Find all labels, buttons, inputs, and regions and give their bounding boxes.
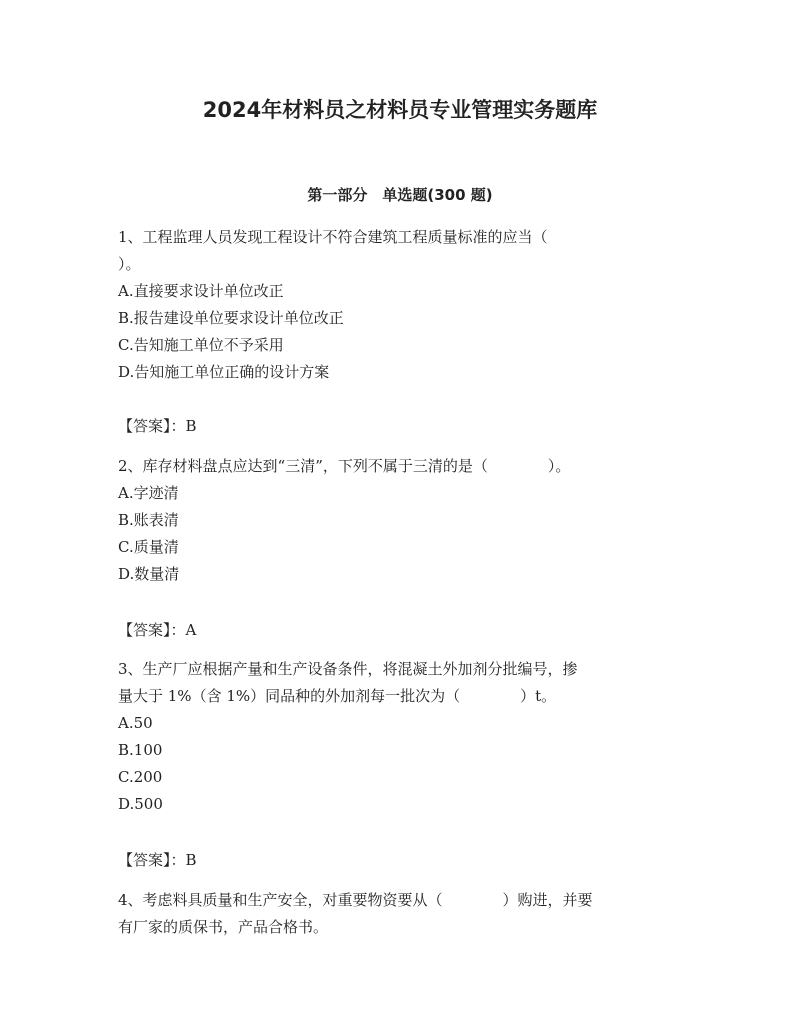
question-3-answer: 【答案】：B xyxy=(118,851,197,869)
page-title: 2024年材料员之材料员专业管理实务题库 xyxy=(202,98,598,122)
question-4 xyxy=(118,887,688,941)
question-1-option-c: C.告知施工单位不予采用 xyxy=(118,336,284,354)
question-1-option-b: B.报告建设单位要求设计单位改正 xyxy=(118,309,344,327)
question-2-option-b: B.账表清 xyxy=(118,511,179,529)
question-3 xyxy=(118,656,688,818)
question-3-stem-line-2: 量大于 1%（含 1%）同品种的外加剂每一批次为（ ）t。 xyxy=(118,687,557,705)
question-4-stem-line-1: 4、考虑料具质量和生产安全，对重要物资要从（ ）购进，并要 xyxy=(118,891,593,909)
question-2-stem-line-1: 2、库存材料盘点应达到“三清”，下列不属于三清的是（ ）。 xyxy=(118,457,571,475)
question-2-option-a: A.字迹清 xyxy=(118,484,179,502)
question-3-option-d: D.500 xyxy=(118,795,163,813)
question-3-option-b: B.100 xyxy=(118,741,163,759)
question-3-option-a: A.50 xyxy=(118,714,153,732)
question-2-answer: 【答案】：A xyxy=(118,621,197,639)
question-2-option-d: D.数量清 xyxy=(118,565,180,583)
question-3-stem-line-1: 3、生产厂应根据产量和生产设备条件，将混凝土外加剂分批编号，掺 xyxy=(118,660,578,678)
question-1 xyxy=(118,224,688,386)
question-2-option-c: C.质量清 xyxy=(118,538,179,556)
question-3-option-c: C.200 xyxy=(118,768,163,786)
question-1-answer: 【答案】：B xyxy=(118,417,197,435)
question-1-stem-line-1: 1、工程监理人员发现工程设计不符合建筑工程质量标准的应当（ xyxy=(118,228,548,246)
section-title: 第一部分 单选题(300 题) xyxy=(307,186,493,204)
question-1-option-a: A.直接要求设计单位改正 xyxy=(118,282,284,300)
question-1-option-d: D.告知施工单位正确的设计方案 xyxy=(118,363,330,381)
question-1-stem-line-2: ）。 xyxy=(118,255,141,273)
question-2 xyxy=(118,453,688,588)
question-4-stem-line-2: 有厂家的质保书，产品合格书。 xyxy=(118,918,329,936)
